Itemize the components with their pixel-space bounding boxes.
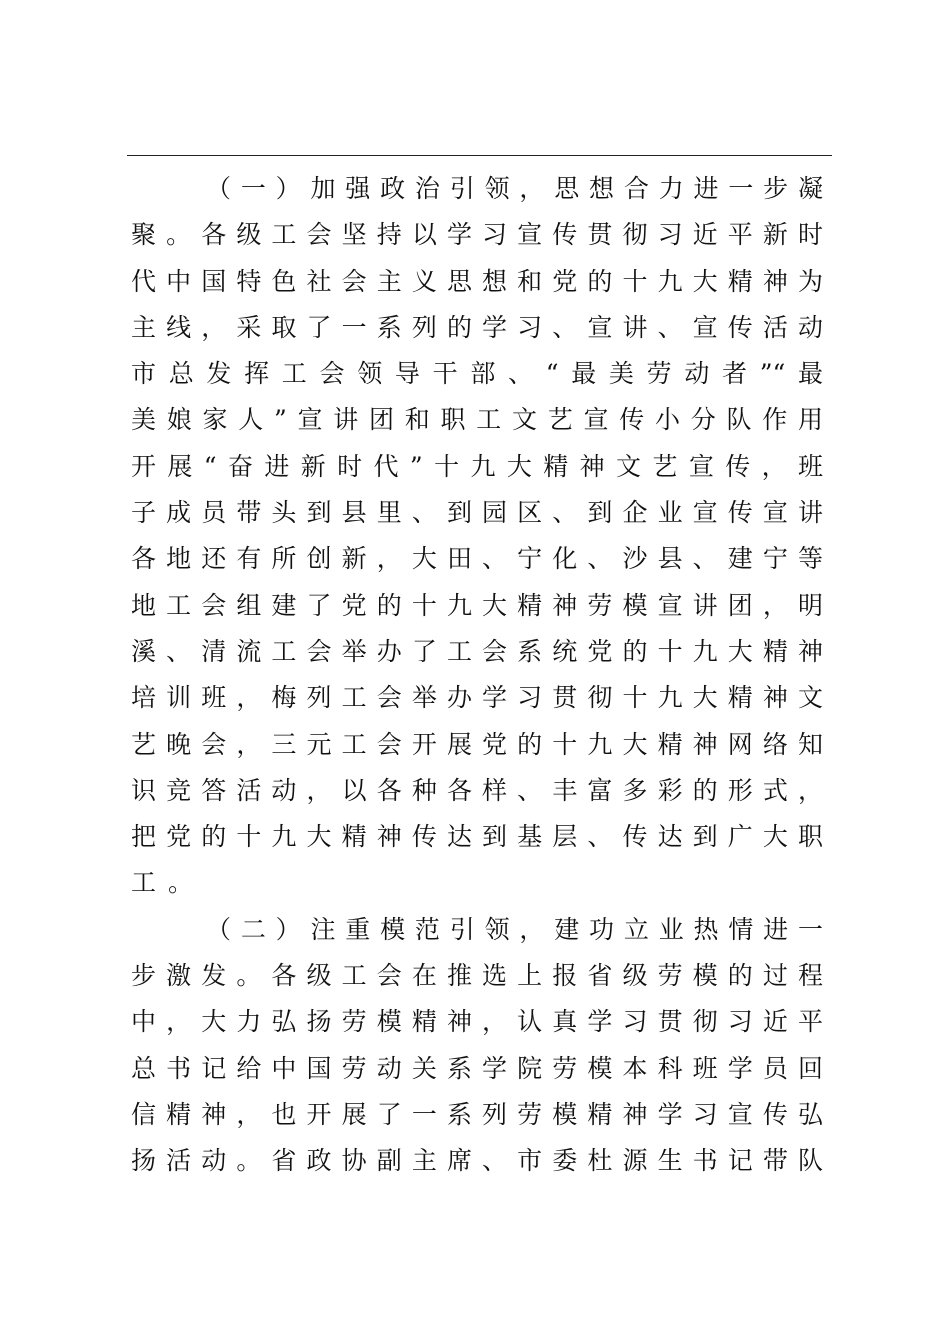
paragraph-1-line-12: 培训班，梅列工会举办学习贯彻十九大精神文 (131, 683, 823, 713)
paragraph-2-line-5: 信精神，也开展了一系列劳模精神学习宣传弘 (131, 1099, 823, 1129)
paragraph-1-line-16: 工。 (131, 868, 206, 898)
paragraph-1-line-13: 艺晚会，三元工会开展党的十九大精神网络知 (131, 729, 823, 759)
paragraph-2-line-4: 总书记给中国劳动关系学院劳模本科班学员回 (131, 1053, 823, 1083)
paragraph-1-line-6: 美娘家人”宣讲团和职工文艺宣传小分队作用 (131, 405, 823, 435)
header-rule (127, 155, 832, 156)
paragraph-2-line-3: 中，大力弘扬劳模精神，认真学习贯彻习近平 (131, 1007, 823, 1037)
body-text (131, 166, 823, 1185)
paragraph-1-line-3: 代中国特色社会主义思想和党的十九大精神为 (131, 266, 823, 296)
paragraph-1-line-9: 各地还有所创新，大田、宁化、沙县、建宁等 (131, 544, 823, 574)
paragraph-1-line-2: 聚。各级工会坚持以学习宣传贯彻习近平新时 (131, 220, 823, 250)
paragraph-2-line-1: （二）注重模范引领，建功立业热情进一 (206, 914, 823, 944)
paragraph-1-line-8: 子成员带头到县里、到园区、到企业宣传宣讲 (131, 498, 823, 528)
paragraph-1-line-11: 溪、清流工会举办了工会系统党的十九大精神 (131, 636, 823, 666)
paragraph-1-line-5: 市总发挥工会领导干部、“最美劳动者”“最 (131, 359, 823, 389)
paragraph-1-line-14: 识竞答活动，以各种各样、丰富多彩的形式， (131, 775, 823, 805)
paragraph-1-line-4: 主线，采取了一系列的学习、宣讲、宣传活动 (131, 312, 823, 342)
paragraph-2-line-6: 扬活动。省政协副主席、市委杜源生书记带队 (131, 1146, 823, 1176)
paragraph-1-line-7: 开展“奋进新时代”十九大精神文艺宣传，班 (131, 451, 823, 481)
paragraph-2-line-2: 步激发。各级工会在推选上报省级劳模的过程 (131, 961, 823, 991)
paragraph-1-line-1: （一）加强政治引领，思想合力进一步凝 (206, 174, 823, 203)
paragraph-1-line-15: 把党的十九大精神传达到基层、传达到广大职 (131, 822, 823, 852)
paragraph-1-line-10: 地工会组建了党的十九大精神劳模宣讲团，明 (131, 590, 823, 620)
